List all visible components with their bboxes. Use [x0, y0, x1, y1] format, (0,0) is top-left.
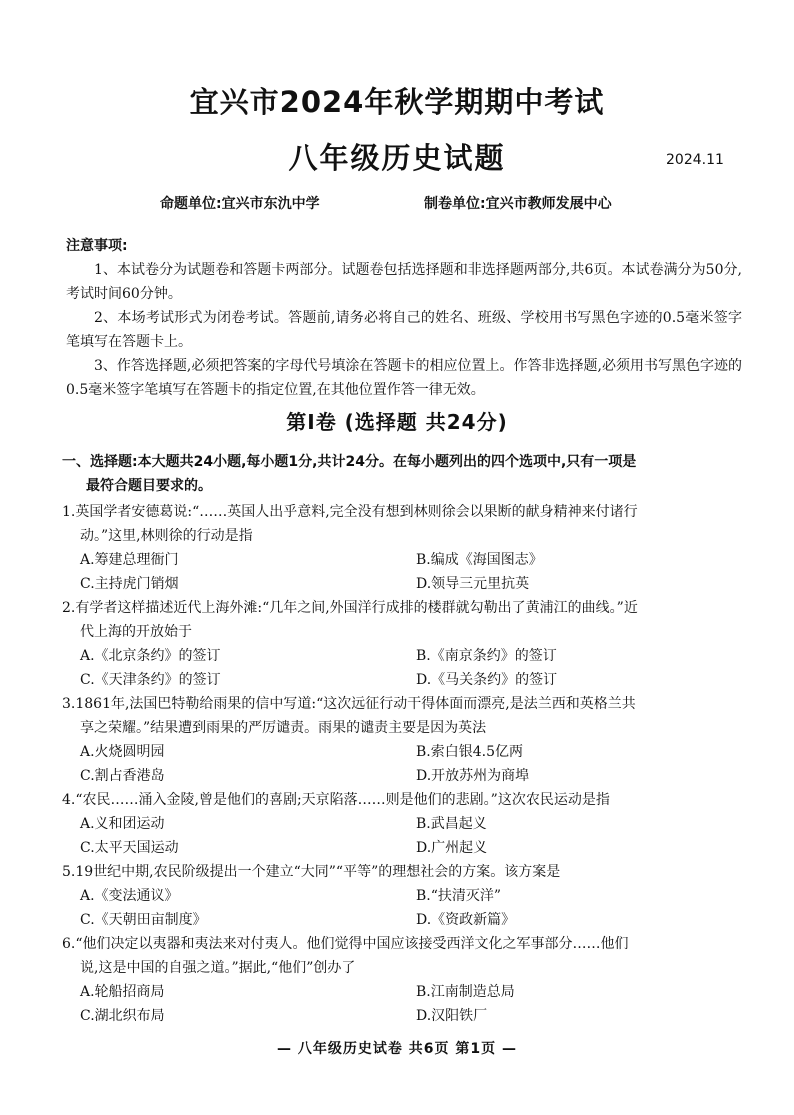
exam-date: 2024.11: [666, 152, 724, 168]
option-d: D.广州起义: [416, 840, 488, 856]
section-instruction: [62, 450, 742, 498]
option-d: D.开放苏州为商埠: [416, 768, 530, 784]
notes-block: [66, 234, 742, 402]
option-d: D.领导三元里抗英: [416, 576, 530, 592]
section-title: 第Ⅰ卷 (选择题 共24分): [286, 410, 508, 434]
option-d: D.汉阳铁厂: [416, 1008, 488, 1024]
question-6: [62, 932, 742, 1028]
question-4: [62, 788, 742, 860]
option-a: A.《变法通议》: [80, 888, 179, 904]
note-item: 1、本试卷分为试题卷和答题卡两部分。试题卷包括选择题和非选择题两部分,共6页。本试卷满分为50分,考试时间60分钟。: [66, 262, 742, 302]
question-stem: 3.1861年,法国巴特勒给雨果的信中写道:“这次远征行动干得体面而漂亮,是法兰西和英格兰共: [62, 696, 636, 712]
question-stem: 1.英国学者安德葛说:“……英国人出乎意料,完全没有想到林则徐会以果断的献身精神来付诸行: [62, 504, 638, 520]
page-footer: — 八年级历史试卷 共6页 第1页 —: [277, 1041, 517, 1057]
option-d: D.《资政新篇》: [416, 912, 516, 928]
question-stem-cont: 说,这是中国的自强之道。”据此,“他们”创办了: [80, 960, 356, 976]
option-grid: [62, 884, 742, 932]
question-stem: 5.19世纪中期,农民阶级提出一个建立“大同”“平等”的理想社会的方案。该方案是: [62, 864, 561, 880]
question-stem: 2.有学者这样描述近代上海外滩:“几年之间,外国洋行成排的楼群就勾勒出了黄浦江的曲线。”近: [62, 600, 638, 616]
question-stem-cont: 享之荣耀。”结果遭到雨果的严厉谴责。雨果的谴责主要是因为英法: [80, 720, 487, 736]
note-item: 2、本场考试形式为闭卷考试。答题前,请务必将自己的姓名、班级、学校用书写黑色字迹的0.5毫米签字笔填写在答题卡上。: [66, 310, 742, 350]
option-grid: [62, 548, 742, 596]
option-grid: [62, 740, 742, 788]
question-2: [62, 596, 742, 692]
setter-unit: 命题单位:宜兴市东氿中学: [160, 196, 320, 212]
option-a: A.筹建总理衙门: [80, 552, 179, 568]
option-d: D.《马关条约》的签订: [416, 672, 558, 688]
note-item: 3、作答选择题,必须把答案的字母代号填涂在答题卡的相应位置上。作答非选择题,必须用书写黑色字迹的0.5毫米签字笔填写在答题卡的指定位置,在其他位置作答一律无效。: [66, 358, 742, 398]
option-grid: [62, 980, 742, 1028]
question-5: [62, 860, 742, 932]
notes-heading: 注意事项:: [66, 238, 128, 254]
option-c: C.割占香港岛: [80, 768, 165, 784]
option-c: C.主持虎门销烟: [80, 576, 179, 592]
question-stem-cont: 代上海的开放始于: [80, 624, 192, 640]
option-a: A.义和团运动: [80, 816, 165, 832]
option-a: A.火烧圆明园: [80, 744, 165, 760]
option-grid: [62, 812, 742, 860]
option-c: C.湖北织布局: [80, 1008, 165, 1024]
option-c: C.《天津条约》的签订: [80, 672, 221, 688]
question-stem: 6.“他们决定以夷器和夷法来对付夷人。他们觉得中国应该接受西洋文化之军事部分……他们: [62, 936, 629, 952]
option-c: C.《天朝田亩制度》: [80, 912, 207, 928]
option-a: A.轮船招商局: [80, 984, 165, 1000]
question-1: [62, 500, 742, 596]
question-stem-cont: 动。”这里,林则徐的行动是指: [80, 528, 253, 544]
option-a: A.《北京条约》的签订: [80, 648, 221, 664]
option-b: B.武昌起义: [416, 816, 487, 832]
printer-unit: 制卷单位:宜兴市教师发展中心: [424, 196, 612, 212]
option-b: B.索白银4.5亿两: [416, 744, 524, 760]
exam-subtitle: 八年级历史试题: [288, 141, 506, 175]
instruction-line: 最符合题目要求的。: [86, 478, 212, 494]
option-b: B.“扶清灭洋”: [416, 888, 502, 904]
question-3: [62, 692, 742, 788]
exam-title: 宜兴市2024年秋学期期中考试: [189, 85, 605, 119]
option-grid: [62, 644, 742, 692]
option-b: B.编成《海国图志》: [416, 552, 543, 568]
option-b: B.江南制造总局: [416, 984, 515, 1000]
question-list: [62, 500, 742, 1028]
instruction-line: 一、选择题:本大题共24小题,每小题1分,共计24分。在每小题列出的四个选项中,只有一项是: [62, 454, 637, 470]
option-c: C.太平天国运动: [80, 840, 179, 856]
option-b: B.《南京条约》的签订: [416, 648, 557, 664]
question-stem: 4.“农民……涌入金陵,曾是他们的喜剧;天京陷落……则是他们的悲剧。”这次农民运动是指: [62, 792, 610, 808]
